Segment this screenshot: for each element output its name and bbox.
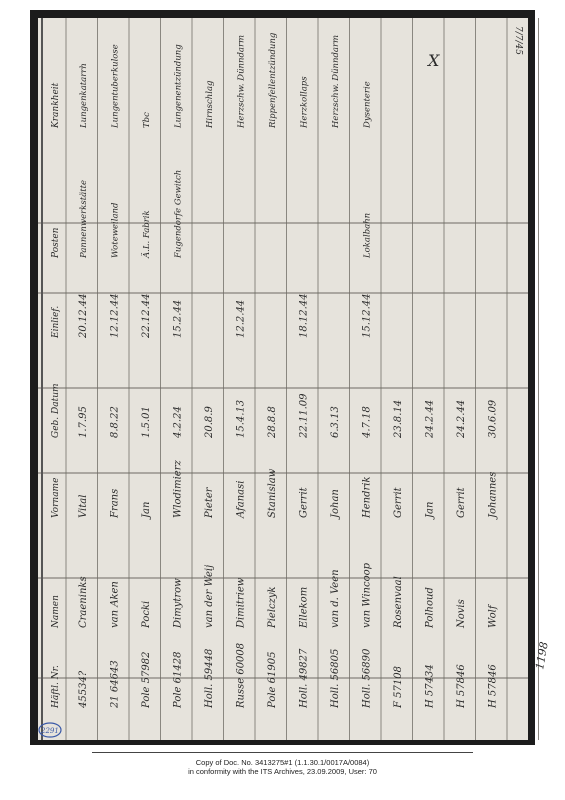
header-label-nr: Häftl. Nr.: [51, 665, 61, 708]
header-label-posten: Posten: [51, 227, 61, 258]
cell-krankheit: Herzkollaps: [299, 76, 310, 128]
cell-datum: 15.2.44: [172, 299, 184, 338]
cell-nr: Pole 57982: [141, 651, 152, 708]
footer-divider: [92, 752, 473, 753]
cell-nr: Pole 61905: [267, 651, 278, 708]
handwritten-register-table: [38, 18, 551, 740]
cell-name: van d. Veen: [330, 569, 341, 628]
cell-name: Novis: [456, 599, 467, 628]
cell-name: van Aken: [109, 581, 121, 628]
cell-name: Pielczyk: [267, 586, 278, 628]
cell-geb: 20.8.9: [204, 406, 215, 438]
footer-line-2: in conformity with the ITS Archives, 23.09.2009, User: 70: [188, 767, 377, 776]
cell-name: Polhoud: [424, 587, 436, 628]
archive-stamp: [39, 723, 61, 737]
header-label-geb: Geb. Datum: [51, 383, 61, 438]
corner-mark: X: [428, 51, 440, 70]
scanned-document: [30, 10, 551, 745]
cell-geb: 30.6.09: [487, 399, 499, 438]
cell-geb: 23.8.14: [393, 399, 404, 438]
cell-name: van Wincoop: [361, 562, 373, 628]
cell-vorname: Jan: [141, 501, 152, 518]
cell-vorname: Gerrit: [456, 487, 467, 518]
cell-krankheit: Lungentuberkulose: [110, 44, 121, 128]
document-sheet: [38, 18, 551, 740]
cell-geb: 22.11.09: [298, 393, 310, 438]
cell-geb: 24.2.44: [424, 399, 436, 438]
cell-posten: Pannenwerkstätte: [79, 179, 89, 258]
cell-posten: Ä.L. Fabrik: [142, 210, 152, 258]
cell-name: van der Weij: [204, 564, 215, 628]
header-label-name: Namen: [51, 595, 61, 628]
cell-vorname: Gerrit: [393, 487, 404, 518]
cell-geb: 28.8.8: [267, 406, 278, 438]
cell-nr: H 57846: [456, 664, 467, 708]
cell-nr: H 57846: [487, 664, 499, 708]
cell-name: Dimytrow: [172, 578, 184, 628]
cell-nr: Holl. 59448: [204, 648, 215, 708]
cell-datum: 15.12.44: [361, 293, 373, 338]
cell-vorname: Jan: [424, 501, 436, 518]
cell-geb: 8.8.22: [109, 406, 121, 438]
cell-datum: 12.12.44: [109, 293, 121, 338]
cell-posten: Lokalbahn: [362, 212, 373, 258]
footer-line-1: Copy of Doc. No. 3413275#1 (1.1.30.1/0017A/0084): [195, 758, 370, 767]
cell-vorname: Wlodimierz: [172, 460, 184, 518]
cell-nr: Holl. 49827: [298, 648, 310, 708]
cell-vorname: Vital: [78, 494, 89, 518]
cell-nr: Holl. 56890: [361, 648, 373, 708]
cell-vorname: Pieter: [204, 487, 215, 518]
svg-text:2291: 2291: [41, 727, 59, 735]
cell-krankheit: Rippenfellentzündung: [268, 32, 278, 128]
side-note: 1198: [533, 640, 551, 671]
cell-name: Wolf: [487, 605, 499, 628]
cell-name: Pocki: [141, 600, 152, 628]
header-label-datum: Einlief.: [51, 305, 61, 338]
cell-datum: 20.12.44: [78, 293, 89, 338]
cell-geb: 1.5.01: [141, 406, 152, 438]
cell-geb: 1.7.95: [78, 406, 89, 438]
cell-vorname: Frans: [109, 488, 121, 518]
cell-nr: 45534?: [78, 670, 89, 708]
cell-nr: Pole 61428: [172, 651, 184, 708]
cell-datum: 22.12.44: [141, 293, 152, 338]
cell-vorname: Gerrit: [298, 487, 310, 518]
cell-nr: H 57434: [424, 664, 436, 708]
cell-krankheit: Hirnschlag: [205, 80, 215, 128]
cell-krankheit: Herzschw. Dünndarm: [331, 34, 341, 128]
header-label-vorname: Vorname: [51, 477, 61, 518]
cell-datum: 12.2.44: [235, 299, 247, 338]
cell-nr: 21 64643: [109, 660, 121, 708]
cell-vorname: Stanislaw: [267, 468, 278, 518]
cell-geb: 4.7.18: [361, 406, 373, 438]
cell-name: Dimitriew: [235, 577, 247, 628]
footer: [0, 758, 565, 776]
cell-posten: Woteweiland: [110, 202, 121, 258]
cell-krankheit: Dysenterie: [362, 81, 373, 128]
cell-geb: 15.4.13: [235, 399, 247, 438]
cell-nr: Holl. 56805: [330, 648, 341, 708]
cell-vorname: Afanasi: [235, 480, 247, 518]
cell-vorname: Johannes: [487, 471, 499, 518]
top-right-note: 7/7/45: [513, 26, 523, 55]
cell-name: Craeninks: [78, 576, 89, 628]
cell-datum: 18.12.44: [298, 293, 310, 338]
cell-krankheit: Herzschw. Dünndarm: [236, 34, 247, 128]
cell-vorname: Hendrik: [361, 476, 373, 518]
cell-name: Ellekom: [298, 586, 310, 628]
cell-posten: Fugendorfe Gewitch: [173, 169, 184, 258]
cell-geb: 6.3.13: [330, 406, 341, 438]
cell-vorname: Johan: [330, 489, 341, 518]
cell-krankheit: Tbc: [142, 112, 152, 128]
cell-nr: F 57108: [393, 666, 404, 708]
cell-nr: Russe 60008: [235, 642, 247, 708]
header-label-krankheit: Krankheit: [51, 82, 61, 128]
cell-krankheit: Lungenkatarrh: [79, 63, 89, 128]
cell-krankheit: Lungenentzündung: [173, 44, 184, 128]
cell-geb: 24.2.44: [456, 399, 467, 438]
cell-name: Rosenvaal: [393, 576, 404, 628]
cell-geb: 4.2.24: [172, 406, 184, 438]
